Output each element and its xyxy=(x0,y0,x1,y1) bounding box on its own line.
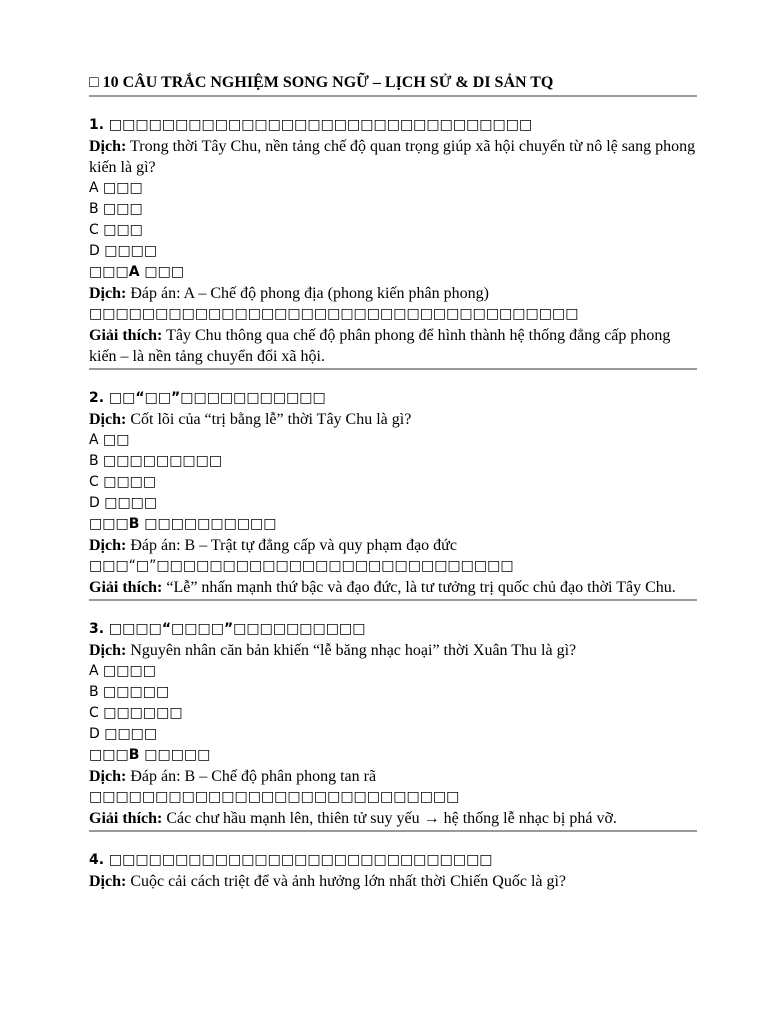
answer-prefix: □□□ xyxy=(89,747,129,763)
explanation-chinese: □□□“□”□□□□□□□□□□□□□□□□□□□□□□□□□□□ xyxy=(89,558,514,574)
answer-value: B □□□□□ xyxy=(128,747,211,763)
translation-label: Dịch: xyxy=(89,768,127,785)
document-content xyxy=(89,72,697,892)
option-b: B □□□□□□□□□ xyxy=(89,453,223,469)
explanation xyxy=(89,325,697,367)
answer-value: A □□□ xyxy=(128,264,185,280)
option-a: A □□□ xyxy=(89,180,143,196)
answer-prefix: □□□ xyxy=(89,516,129,532)
question-1 xyxy=(89,115,697,370)
translation-label: Dịch: xyxy=(89,537,127,554)
answer-translation xyxy=(89,766,697,787)
question-heading: 4. □□□□□□□□□□□□□□□□□□□□□□□□□□□□□ xyxy=(89,852,493,868)
option-b: B □□□□□ xyxy=(89,684,170,700)
question-heading: 1. □□□□□□□□□□□□□□□□□□□□□□□□□□□□□□□□ xyxy=(89,117,533,133)
option-c: C □□□□ xyxy=(89,474,157,490)
answer-value: B □□□□□□□□□□ xyxy=(128,516,277,532)
answer-translation-text: Đáp án: B – Chế độ phân phong tan rã xyxy=(130,768,377,785)
explanation-text: Các chư hầu mạnh lên, thiên tử suy yếu → hệ thống lễ nhạc bị phá vỡ. xyxy=(166,810,617,827)
question-translation xyxy=(89,640,697,661)
option-c: C □□□ xyxy=(89,222,143,238)
option-c: C □□□□□□ xyxy=(89,705,183,721)
translation-label: Dịch: xyxy=(89,642,127,659)
option-b: B □□□ xyxy=(89,201,143,217)
answer-translation xyxy=(89,535,697,556)
question-translation xyxy=(89,409,697,430)
answer-translation-text: Đáp án: A – Chế độ phong địa (phong kiến phân phong) xyxy=(130,285,489,302)
question-translation xyxy=(89,871,697,892)
translation-text: Cốt lõi của “trị bằng lễ” thời Tây Chu là gì? xyxy=(130,411,412,428)
question-heading: 3. □□□□“□□□□”□□□□□□□□□□ xyxy=(89,621,366,637)
answer-line xyxy=(89,262,697,283)
question-4 xyxy=(89,850,697,892)
explanation-text: “Lễ” nhấn mạnh thứ bậc và đạo đức, là tư tưởng trị quốc chủ đạo thời Tây Chu. xyxy=(166,579,676,596)
explanation-chinese: □□□□□□□□□□□□□□□□□□□□□□□□□□□□ xyxy=(89,789,460,805)
answer-line xyxy=(89,514,697,535)
translation-text: Cuộc cải cách triệt để và ảnh hưởng lớn nhất thời Chiến Quốc là gì? xyxy=(130,873,567,890)
explanation xyxy=(89,808,697,829)
document-title: □ 10 CÂU TRẮC NGHIỆM SONG NGỮ – LỊCH SỬ & DI SẢN TQ xyxy=(89,72,697,97)
translation-text: Nguyên nhân căn bản khiến “lễ băng nhạc hoại” thời Xuân Thu là gì? xyxy=(130,642,577,659)
answer-translation-text: Đáp án: B – Trật tự đẳng cấp và quy phạm đạo đức xyxy=(130,537,457,554)
option-a: A □□□□ xyxy=(89,663,156,679)
explanation-text: Tây Chu thông qua chế độ phân phong để hình thành hệ thống đẳng cấp phong kiến – là nền tảng chuyển đổi xã hội. xyxy=(89,327,671,365)
explanation-label: Giải thích: xyxy=(89,579,163,596)
option-a: A □□ xyxy=(89,432,130,448)
translation-label: Dịch: xyxy=(89,285,127,302)
translation-label: Dịch: xyxy=(89,873,127,890)
translation-text: Trong thời Tây Chu, nền tảng chế độ quan trọng giúp xã hội chuyển từ nô lệ sang phong kiến là gì? xyxy=(89,138,696,176)
explanation-label: Giải thích: xyxy=(89,327,163,344)
question-3 xyxy=(89,619,697,832)
option-d: D □□□□ xyxy=(89,495,158,511)
answer-prefix: □□□ xyxy=(89,264,129,280)
answer-line xyxy=(89,745,697,766)
question-heading: 2. □□“□□”□□□□□□□□□□□ xyxy=(89,390,326,406)
explanation xyxy=(89,577,697,598)
option-d: D □□□□ xyxy=(89,243,158,259)
answer-translation xyxy=(89,283,697,304)
translation-label: Dịch: xyxy=(89,411,127,428)
translation-label: Dịch: xyxy=(89,138,127,155)
explanation-chinese: □□□□□□□□□□□□□□□□□□□□□□□□□□□□□□□□□□□□□ xyxy=(89,306,579,322)
explanation-label: Giải thích: xyxy=(89,810,163,827)
option-d: D □□□□ xyxy=(89,726,158,742)
question-translation xyxy=(89,136,697,178)
question-2 xyxy=(89,388,697,601)
